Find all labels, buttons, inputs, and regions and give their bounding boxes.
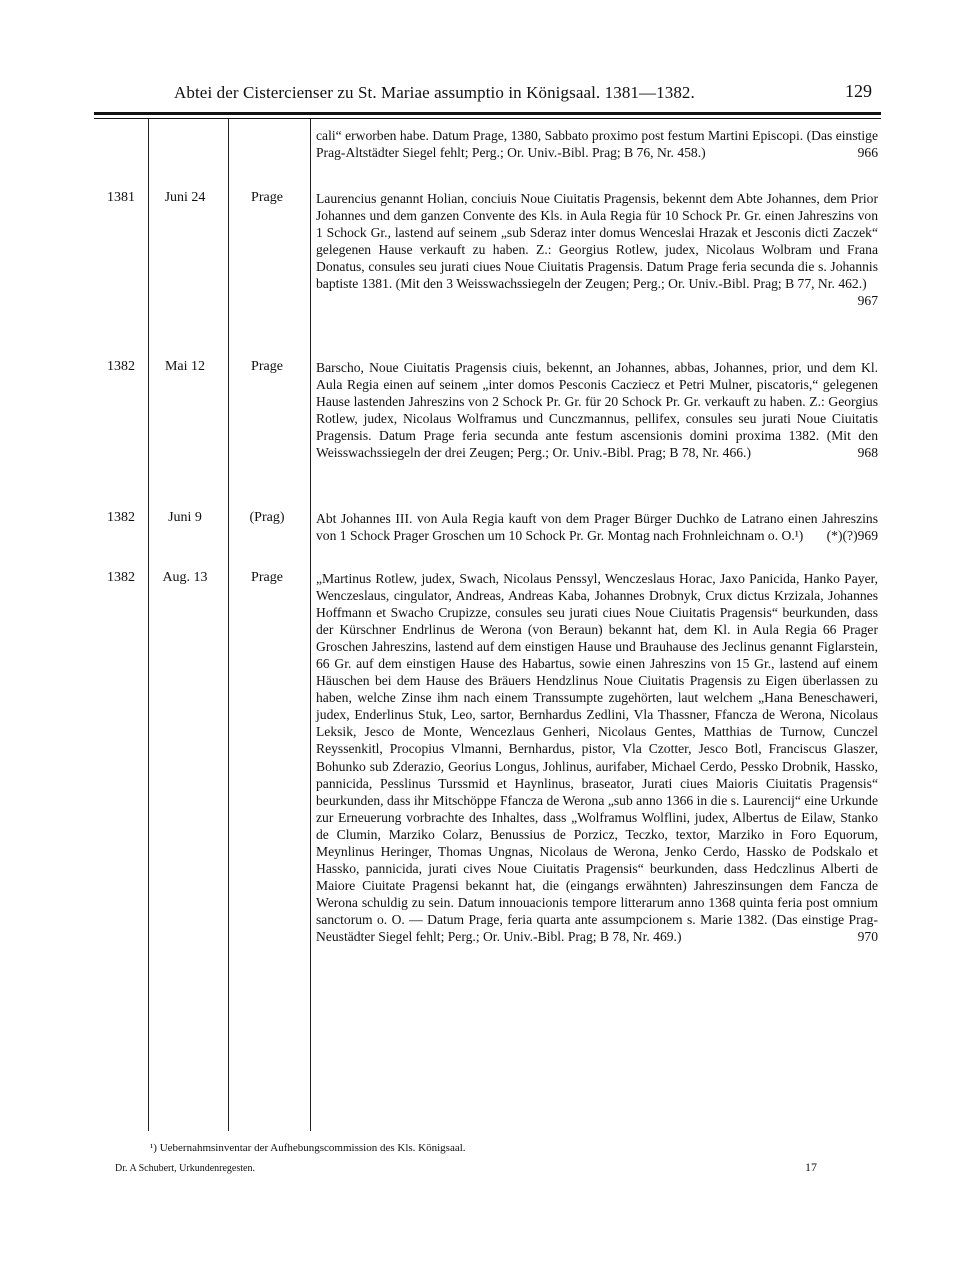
entry-date: Mai 12 (164, 359, 206, 374)
entry-text: Abt Johannes III. von Aula Regia kauft von dem Prager Bürger Duchko de Latrano einen Jahreszins von 1 Schock Prager Groschen um 10 Schock Pr. Gr. Montag nach Frohnleichnam o. O.¹) (316, 511, 878, 544)
entry-number: 970 (857, 928, 878, 944)
regest-entry-970 (316, 570, 878, 945)
page-number: 129 (845, 81, 872, 101)
entry-place: Prage (251, 570, 283, 585)
entry-text: Barscho, Noue Ciuitatis Pragensis ciuis, bekennt, an Johannes, abbas, Johannes, prior, und dem Kl. Aula Regia einen auf seinem „inter domos Pesconis Cacziecz et Petri Mulner, piscatoris,“ gelegenen Hause lastenden Jahreszins von 2 Schock Pr. Gr. für 20 Schock Pr. Gr. verkauft zu haben. Z.: Georgius Rotlew, judex, Nicolaus Wolframus und Cunczmannus, pellifex, consules seu jurati Noue Ciuitatis Pragensis. Datum Prage feria secunda ante festum ascensionis domini proxima 1382. (Mit den Weisswachssiegeln der drei Zeugen; Perg.; Or. Univ.-Bibl. Prag; B 78, Nr. 466.) (316, 360, 878, 461)
regest-entry-969 (316, 510, 878, 544)
entry-number: 968 (857, 445, 878, 461)
footnote: ¹) Uebernahmsinventar der Aufhebungscommission des Kls. Königsaal. (150, 1142, 466, 1154)
regest-entry-968 (316, 359, 878, 461)
column-divider-1 (148, 119, 149, 1131)
regest-entry-967 (316, 190, 878, 309)
entry-text: Laurencius genannt Holian, conciuis Noue Ciuitatis Pragensis, bekennt dem Abte Johannes, dem Prior Johannes und dem ganzen Convente des Kls. in Aula Regia für 10 Schock Pr. Gr. einen Jahreszins von 1 Schock Gr., lastend auf seinem „sub Sderaz inter domus Wenceslai Hrazak et Jesconis dicti Zaczek“ gelegenen Hause verkauft zu haben. Z.: Georgius Rotlew, judex, Nicolaus Wolbram und Frana Donatus, consules seu jurati ciues Noue Ciuitatis Pragensis. Datum Prage feria secunda die s. Johannis baptiste 1381. (Mit den 3 Weisswachssiegeln der Zeugen; Perg.; Or. Univ.-Bibl. Prag; B 77, Nr. 462.) (316, 191, 878, 292)
entry-year: 1382 (107, 359, 135, 374)
entry-date: Juni 24 (164, 190, 206, 205)
signature-mark: 17 (805, 1160, 817, 1174)
entry-place: (Prag) (249, 510, 285, 525)
entry-year: 1381 (107, 190, 135, 205)
header-rule-thick (94, 112, 881, 115)
entry-place: Prage (251, 190, 283, 205)
entry-date: Aug. 13 (162, 570, 208, 585)
entry-place: Prage (251, 359, 283, 374)
page-title: Abtei der Cistercienser zu St. Mariae assumptio in Königsaal. 1381—1382. (174, 83, 695, 102)
entry-text: cali“ erworben habe. Datum Prage, 1380, Sabbato proximo post festum Martini Episcopi. (Das einstige Prag-Altstädter Siegel fehlt; Perg.; Or. Univ.-Bibl. Prag; B 76, Nr. 458.) (316, 128, 878, 161)
entry-date: Juni 9 (168, 510, 202, 525)
column-divider-2 (228, 119, 229, 1131)
entry-number: (*)(?)969 (826, 528, 878, 544)
entry-year: 1382 (107, 510, 135, 525)
entry-year: 1382 (107, 570, 135, 585)
source-line: Dr. A Schubert, Urkundenregesten. (115, 1163, 255, 1174)
column-divider-3 (310, 119, 311, 1131)
regest-entry-966 (316, 127, 878, 161)
entry-number: 966 (857, 145, 878, 161)
entry-text: „Martinus Rotlew, judex, Swach, Nicolaus Penssyl, Wenczeslaus Horac, Jaxo Panicida, Hanko Payer, Wenczeslaus, cingulator, Andreas, Andreas Kaba, Johannes Drobnyk, Crux dictus Krzizala, Johannes Hoffmann et Swacho Crupizze, consules seu jurati ciues Noue Ciuitatis Pragensis“ beurkunden, dass der Kürschner Endrlinus de Werona (von Beraun) bekannt hat, dem Kl. in Aula Regia 66 Prager Groschen Jahreszins, lastend auf dem einstigen Hause und Brauhause des Jeclinus genannt Figlarstein, 66 Gr. auf dem einstigen Hause des Habartus, sowie einen Jahreszins von 15 Gr., lastend auf einem Häuschen bei dem Hause des Bräuers Hendzlinus Noue Ciuitatis Pragensis zu Eigen überlassen zu haben, welche Zinse ihm nach einem Transsumpte zugehörten, laut welchem „Hana Beneschaweri, judex, Enderlinus Stuk, Leo, sartor, Bernhardus Zedlini, Vla Thassner, Ffancza de Werona, Nicolaus Leksik, Jesco de Monte, Wencezlaus Genheri, Nicolaus Gentes, Matthias de Turnow, Cunczel Reyssenkitl, Procopius Vlmanni, Bernhardus, pistor, Vla Czotter, Jesco Botl, Franciscus Glaszer, Bohunko sub Zderazio, Georius Longus, Johlinus, aurifaber, Michael Cerdo, Pessko Drobnik, Hassko, pannicida, Pesslinus Turssmid et Haynlinus, braseator, Jurati ciues Maioris Ciuitatis Pragensis“ beurkunden, dass ihr Mitschöppe Ffancza de Werona „sub anno 1366 in die s. Laurencij“ eine Urkunde zur Erneuerung vorbrachte des Inhaltes, dass „Wolframus Wolflini, judex, Albertus de Eilaw, Stanko de Clumin, Marziko Colarz, Benussius de Porzicz, Teczko, textor, Marziko in Foro Equorum, Meynlinus Heringer, Thomas Ungnas, Nicolaus de Werona, Jenko Cerdo, Hassko de Podskalo et Hassko, pannicida, jurati cives Noue Ciuitatis Pragensis“ beurkunden, dass Hedczlinus Alberti de Maiore Ciuitate Pragensi bekannt hat, die (eingangs erwähnten) Jahreszinsungen dem Fancza de Werona schuldig zu sein. Datum innouacionis tempore litterarum anno 1368 quinta feria post omnium sanctorum o. O. — Datum Prage, feria quarta ante assumpcionem s. Marie 1382. (Das einstige Prag-Neustädter Siegel fehlt; Perg.; Or. Univ.-Bibl. Prag; B 78, Nr. 469.) (316, 571, 878, 944)
entry-number: 967 (857, 293, 878, 309)
header-rule-thin (94, 118, 881, 119)
running-header (0, 83, 960, 111)
